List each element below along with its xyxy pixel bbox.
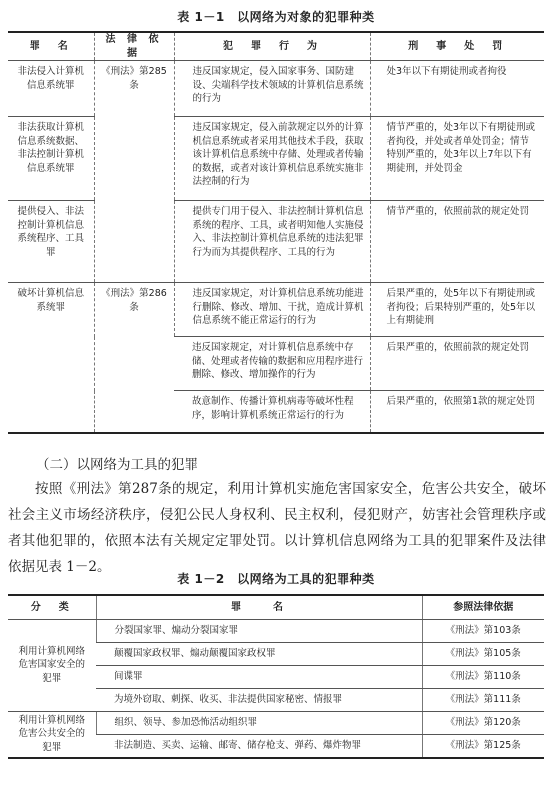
table1-caption: 表 1－1 以网络为对象的犯罪种类 [177, 10, 375, 24]
criminal-act-cell: 违反国家规定，侵入国家事务、国防建设、尖端科学技术领域的计算机信息系统的行为 [174, 61, 370, 117]
table1-header-row [8, 32, 544, 61]
table2-crimes-using-network [8, 594, 544, 759]
crime-name-cell: 非法获取计算机信息系统数据、非法控制计算机信息系统罪 [8, 117, 94, 201]
crime-name-cell: 破坏计算机信息系统罪 [8, 283, 94, 433]
penalty-cell: 后果严重的，依照第1款的规定处罚 [370, 391, 544, 433]
reference-law-cell: 《刑法》第111条 [422, 688, 544, 711]
crime-name-cell: 提供侵入、非法控制计算机信息系统程序、工具罪 [8, 201, 94, 283]
header-crime-name: 罪 名 [96, 595, 422, 619]
reference-law-cell: 《刑法》第105条 [422, 642, 544, 665]
criminal-act-cell: 提供专门用于侵入、非法控制计算机信息系统的程序、工具，或者明知他人实施侵入、非法控制计算机信息系统的违法犯罪行为而为其提供程序、工具的行为 [174, 201, 370, 283]
crime-name-cell: 组织、领导、参加恐怖活动组织罪 [96, 711, 422, 734]
crime-name-cell: 间谍罪 [96, 665, 422, 688]
header-criminal-act: 犯 罪 行 为 [174, 32, 370, 61]
table-row [8, 283, 544, 337]
header-crime-name: 罪 名 [8, 32, 94, 61]
section-paragraph: 按照《刑法》第287条的规定，利用计算机实施危害国家安全，危害公共安全，破坏社会主义市场经济秩序，侵犯公民人身权利、民主权利，侵犯财产，妨害社会管理秩序或者其他犯罪的，依照本法有关规定定罪处罚。以计算机信息网络为工具的犯罪案件及法律依据见表 1－2。 [8, 481, 546, 575]
table-row [8, 619, 544, 642]
crime-name-cell: 颠覆国家政权罪、煽动颠覆国家政权罪 [96, 642, 422, 665]
penalty-cell: 情节严重的，依照前款的规定处罚 [370, 201, 544, 283]
penalty-cell: 情节严重的，处3年以下有期徒刑或者拘役，并处或者单处罚金；情节特别严重的，处3年以上7年以下有期徒刑，并处罚金 [370, 117, 544, 201]
table-row [8, 711, 544, 734]
reference-law-cell: 《刑法》第103条 [422, 619, 544, 642]
header-legal-basis: 法 律 依 据 [94, 32, 174, 61]
category-cell: 利用计算机网络危害公共安全的犯罪 [8, 711, 96, 758]
header-reference-law: 参照法律依据 [422, 595, 544, 619]
table2-header-row [8, 595, 544, 619]
crime-name-cell: 非法制造、买卖、运输、邮寄、储存枪支、弹药、爆炸物罪 [96, 734, 422, 758]
criminal-act-cell: 违反国家规定，对计算机信息系统功能进行删除、修改、增加、干扰，造成计算机信息系统不能正常运行的行为 [174, 283, 370, 337]
reference-law-cell: 《刑法》第125条 [422, 734, 544, 758]
crime-name-cell: 分裂国家罪、煽动分裂国家罪 [96, 619, 422, 642]
crime-name-cell: 为境外窃取、刺探、收买、非法提供国家秘密、情报罪 [96, 688, 422, 711]
penalty-cell: 后果严重的，处5年以下有期徒刑或者拘役；后果特别严重的，处5年以上有期徒刑 [370, 283, 544, 337]
category-cell: 利用计算机网络危害国家安全的犯罪 [8, 619, 96, 711]
table1-crimes-against-network [8, 31, 544, 434]
table-row [8, 201, 544, 283]
penalty-cell: 处3年以下有期徒刑或者拘役 [370, 61, 544, 117]
criminal-act-cell: 故意制作、传播计算机病毒等破坏性程序，影响计算机系统正常运行的行为 [174, 391, 370, 433]
reference-law-cell: 《刑法》第110条 [422, 665, 544, 688]
criminal-act-cell: 违反国家规定，对计算机信息系统中存储、处理或者传输的数据和应用程序进行删除、修改、增加操作的行为 [174, 337, 370, 391]
header-category: 分 类 [8, 595, 96, 619]
penalty-cell: 后果严重的，依照前款的规定处罚 [370, 337, 544, 391]
table-row [8, 117, 544, 201]
criminal-act-cell: 违反国家规定，侵入前款规定以外的计算机信息系统或者采用其他技术手段，获取该计算机信息系统中存储、处理或者传输的数据，或者对该计算机信息系统实施非法控制的行为 [174, 117, 370, 201]
crime-name-cell: 非法侵入计算机信息系统罪 [8, 61, 94, 117]
legal-basis-cell: 《刑法》第285条 [94, 61, 174, 283]
table-row [8, 61, 544, 117]
table2-caption: 表 1－2 以网络为工具的犯罪种类 [177, 572, 375, 586]
header-penalty: 刑 事 处 罚 [370, 32, 544, 61]
section-heading: （二）以网络为工具的犯罪 [36, 457, 198, 473]
reference-law-cell: 《刑法》第120条 [422, 711, 544, 734]
legal-basis-cell: 《刑法》第286条 [94, 283, 174, 433]
